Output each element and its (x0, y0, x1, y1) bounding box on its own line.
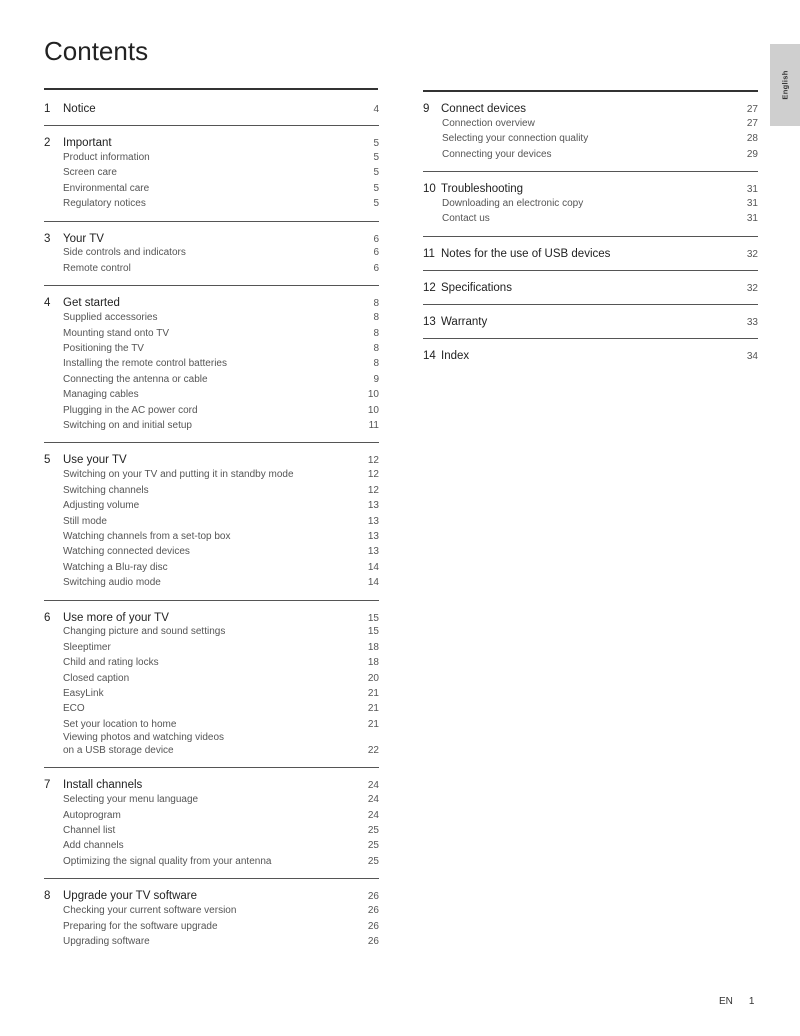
entry-title: Switching on your TV and putting it in standby mode (63, 469, 294, 481)
toc-section-heading[interactable] (44, 95, 379, 115)
section-page-number: 5 (373, 138, 379, 149)
section-number: 11 (423, 247, 435, 260)
section-number: 6 (44, 611, 51, 624)
entry-title: Plugging in the AC power cord (63, 404, 198, 416)
toc-section-heading[interactable] (44, 771, 379, 791)
section-title: Notes for the use of USB devices (441, 247, 611, 260)
entry-title: Connecting the antenna or cable (63, 373, 208, 385)
section-number: 9 (423, 103, 430, 115)
entry-title: Add channels (63, 840, 124, 852)
toc-section (44, 221, 379, 286)
entry-page-number: 8 (373, 343, 379, 355)
toc-entry[interactable] (44, 181, 379, 196)
entry-page-number: 31 (746, 198, 758, 210)
title-rule (44, 88, 378, 90)
section-number: 10 (423, 183, 436, 196)
section-page-number: 15 (367, 612, 379, 624)
entry-page-number: 29 (746, 148, 758, 160)
toc-entry[interactable] (44, 934, 379, 949)
entry-title: Product information (63, 151, 150, 163)
section-page-number: 12 (367, 455, 379, 467)
section-number: 5 (44, 454, 51, 467)
toc-section (423, 92, 758, 171)
toc-entry[interactable] (44, 483, 379, 498)
toc-section (44, 125, 379, 221)
toc-section-heading[interactable] (423, 240, 758, 260)
section-title: Your TV (63, 232, 104, 245)
entry-title: Contact us (442, 213, 490, 225)
entry-page-number: 31 (746, 213, 758, 225)
toc-entry[interactable] (44, 640, 379, 655)
section-title: Specifications (441, 281, 512, 294)
entry-title: Still mode (63, 515, 107, 527)
toc-section (44, 600, 379, 768)
toc-entry[interactable] (44, 418, 379, 433)
entry-page-number: 13 (367, 546, 379, 558)
toc-section (423, 236, 758, 270)
toc-entry[interactable] (44, 717, 379, 732)
entry-page-number: 8 (373, 327, 379, 339)
toc-section-heading[interactable] (44, 289, 379, 309)
toc-entry[interactable] (44, 498, 379, 513)
section-page-number: 27 (746, 104, 758, 115)
section-page-number: 26 (367, 891, 379, 903)
entry-page-number: 6 (373, 262, 379, 274)
entry-title: Child and rating locks (63, 657, 159, 669)
toc-section-heading[interactable] (423, 308, 758, 328)
entry-title: EasyLink (63, 688, 104, 700)
entry-page-number: 26 (367, 920, 379, 932)
section-page-number: 31 (746, 184, 758, 196)
toc-entry[interactable] (44, 150, 379, 165)
toc-entry[interactable] (44, 655, 379, 670)
entry-page-number: 15 (367, 626, 379, 638)
entry-title: ECO (63, 703, 85, 715)
toc-section (423, 338, 758, 372)
entry-title: Watching a Blu-ray disc (63, 561, 168, 573)
entry-page-number: 18 (367, 641, 379, 653)
toc-entry[interactable] (44, 919, 379, 934)
language-tab-label: English (780, 70, 790, 100)
footer-page-number: 1 (748, 996, 755, 1007)
toc-entry[interactable] (44, 792, 379, 807)
section-number: 4 (44, 297, 51, 310)
section-title: Upgrade your TV software (63, 890, 198, 903)
toc-right-column (423, 90, 758, 372)
section-page-number: 6 (373, 233, 379, 245)
entry-page-number: 20 (367, 672, 379, 684)
toc-entry[interactable] (44, 625, 379, 640)
entry-title: Optimizing the signal quality from your antenna (63, 855, 272, 867)
toc-section (423, 171, 758, 236)
entry-title: Remote control (63, 262, 131, 274)
section-title: Connect devices (441, 103, 527, 115)
section-number: 14 (423, 349, 436, 362)
entry-page-number: 21 (367, 718, 379, 730)
entry-title: Watching channels from a set-top box (63, 530, 231, 542)
section-title: Use more of your TV (63, 611, 169, 624)
footer-language: EN (719, 996, 733, 1007)
entry-title: Upgrading software (63, 935, 150, 947)
entry-page-number: 22 (367, 744, 379, 756)
entry-title: Supplied accessories (63, 312, 158, 324)
toc-entry[interactable] (44, 544, 379, 559)
toc-entry[interactable] (44, 702, 379, 717)
page-footer (719, 996, 754, 1007)
toc-entry[interactable] (44, 903, 379, 918)
toc-entry[interactable] (44, 403, 379, 418)
entry-title: Downloading an electronic copy (442, 198, 584, 210)
section-number: 7 (44, 779, 51, 792)
toc-section-heading[interactable] (423, 175, 758, 195)
entry-page-number: 13 (367, 530, 379, 542)
entry-title: Mounting stand onto TV (63, 327, 169, 339)
toc-entry[interactable] (44, 467, 379, 482)
toc-section-heading[interactable] (423, 95, 758, 115)
entry-page-number: 27 (746, 117, 758, 129)
entry-title: Side controls and indicators (63, 247, 186, 259)
toc-entry[interactable] (44, 514, 379, 529)
section-number: 2 (44, 137, 51, 149)
entry-title: Managing cables (63, 389, 139, 401)
toc-section-heading[interactable] (423, 342, 758, 362)
entry-page-number: 13 (367, 500, 379, 512)
entry-page-number: 25 (367, 825, 379, 836)
toc-section-heading[interactable] (44, 604, 379, 624)
entry-page-number: 10 (367, 404, 379, 416)
entry-title: Regulatory notices (63, 198, 146, 210)
toc-entry[interactable] (44, 310, 379, 325)
entry-title: Connecting your devices (442, 148, 552, 160)
entry-title: Installing the remote control batteries (63, 358, 227, 370)
entry-title: Selecting your menu language (63, 794, 199, 806)
toc-section-heading[interactable] (44, 225, 379, 245)
toc-section-heading[interactable] (423, 274, 758, 294)
entry-title: Checking your current software version (63, 905, 237, 917)
entry-title: Positioning the TV (63, 343, 144, 355)
entry-page-number: 21 (367, 688, 379, 700)
entry-title: Adjusting volume (63, 500, 140, 512)
section-title: Troubleshooting (441, 183, 524, 196)
entry-page-number: 10 (367, 389, 379, 401)
section-page-number: 32 (746, 282, 758, 294)
toc-entry[interactable] (44, 357, 379, 372)
entry-title: Switching channels (63, 484, 149, 496)
entry-page-number: 5 (373, 151, 379, 163)
entry-page-number: 8 (373, 312, 379, 324)
entry-title: Preparing for the software upgrade (63, 920, 218, 932)
toc-entry[interactable] (44, 326, 379, 341)
section-number: 12 (423, 281, 436, 294)
toc-entry[interactable] (44, 196, 379, 211)
entry-title: Channel list (63, 825, 116, 836)
section-title: Notice (63, 103, 96, 115)
entry-page-number: 26 (367, 905, 379, 917)
entry-page-number: 28 (746, 133, 758, 145)
section-page-number: 34 (746, 350, 758, 362)
entry-page-number: 8 (373, 358, 379, 370)
section-page-number: 33 (746, 316, 758, 328)
entry-page-number: 24 (367, 809, 379, 821)
entry-page-number: 26 (367, 935, 379, 947)
toc-section (423, 304, 758, 338)
toc-entry[interactable] (44, 808, 379, 823)
entry-title: Selecting your connection quality (442, 133, 589, 145)
section-page-number: 8 (373, 298, 379, 310)
entry-page-number: 21 (367, 703, 379, 715)
section-title: Use your TV (63, 454, 127, 467)
toc-section (44, 92, 379, 125)
toc-entry[interactable] (44, 560, 379, 575)
entry-page-number: 9 (373, 373, 379, 385)
section-title: Index (441, 349, 470, 362)
entry-title: Watching connected devices (63, 546, 190, 558)
section-page-number: 24 (367, 780, 379, 792)
entry-title: Changing picture and sound settings (63, 626, 226, 638)
toc-entry[interactable] (423, 147, 758, 162)
section-number: 13 (423, 315, 436, 328)
page-title: Contents (44, 36, 149, 66)
toc-entry[interactable] (44, 732, 379, 758)
toc-entry[interactable] (44, 839, 379, 854)
entry-title: Viewing photos and watching videos on a USB storage device (63, 732, 225, 756)
entry-title: Autoprogram (63, 809, 121, 821)
entry-page-number: 5 (373, 198, 379, 210)
entry-page-number: 12 (367, 469, 379, 481)
entry-page-number: 5 (373, 182, 379, 194)
toc-entry[interactable] (44, 246, 379, 261)
toc-entry[interactable] (44, 372, 379, 387)
toc-section-heading[interactable] (44, 446, 379, 466)
toc-entry[interactable] (44, 671, 379, 686)
entry-page-number: 18 (367, 657, 379, 669)
toc-entry[interactable] (423, 116, 758, 131)
section-title: Important (63, 137, 112, 149)
entry-title: Screen care (63, 167, 117, 179)
entry-title: Connection overview (442, 117, 535, 129)
section-number: 8 (44, 890, 51, 903)
toc-section-heading[interactable] (44, 882, 379, 902)
toc-entry[interactable] (423, 196, 758, 211)
toc-entry[interactable] (44, 529, 379, 544)
toc-entry[interactable] (44, 341, 379, 356)
entry-page-number: 13 (367, 515, 379, 527)
toc-entry[interactable] (44, 575, 379, 590)
entry-page-number: 14 (367, 561, 379, 573)
section-title: Warranty (441, 315, 488, 328)
entry-page-number: 6 (373, 247, 379, 259)
toc-section (423, 270, 758, 304)
section-page-number: 4 (373, 104, 379, 115)
toc-entry[interactable] (44, 823, 379, 838)
entry-title: Sleeptimer (63, 641, 111, 653)
entry-title: Closed caption (63, 672, 130, 684)
toc-entry[interactable] (423, 131, 758, 146)
toc-section (44, 285, 379, 442)
toc-section-heading[interactable] (44, 129, 379, 149)
entry-page-number: 5 (373, 167, 379, 179)
section-page-number: 32 (746, 248, 758, 260)
entry-title: Switching on and initial setup (63, 419, 192, 431)
entry-page-number: 25 (367, 840, 379, 852)
section-title: Install channels (63, 779, 143, 792)
toc-section (44, 442, 379, 599)
toc-entry[interactable] (44, 686, 379, 701)
toc-entry[interactable] (423, 212, 758, 227)
entry-title: Environmental care (63, 182, 150, 194)
section-title: Get started (63, 297, 120, 310)
toc-section (44, 767, 379, 878)
entry-title: Switching audio mode (63, 577, 161, 589)
entry-page-number: 24 (367, 794, 379, 806)
toc-entry[interactable] (44, 387, 379, 402)
entry-page-number: 14 (367, 577, 379, 589)
entry-page-number: 12 (367, 484, 379, 496)
toc-entry[interactable] (44, 854, 379, 869)
section-number: 1 (44, 103, 51, 115)
entry-page-number: 11 (368, 419, 379, 431)
toc-left-column (44, 92, 379, 958)
section-number: 3 (44, 232, 51, 245)
toc-entry[interactable] (44, 261, 379, 276)
entry-title: Set your location to home (63, 718, 177, 730)
toc-entry[interactable] (44, 165, 379, 180)
language-tab (770, 44, 800, 126)
toc-section (44, 878, 379, 958)
entry-page-number: 25 (367, 855, 379, 867)
